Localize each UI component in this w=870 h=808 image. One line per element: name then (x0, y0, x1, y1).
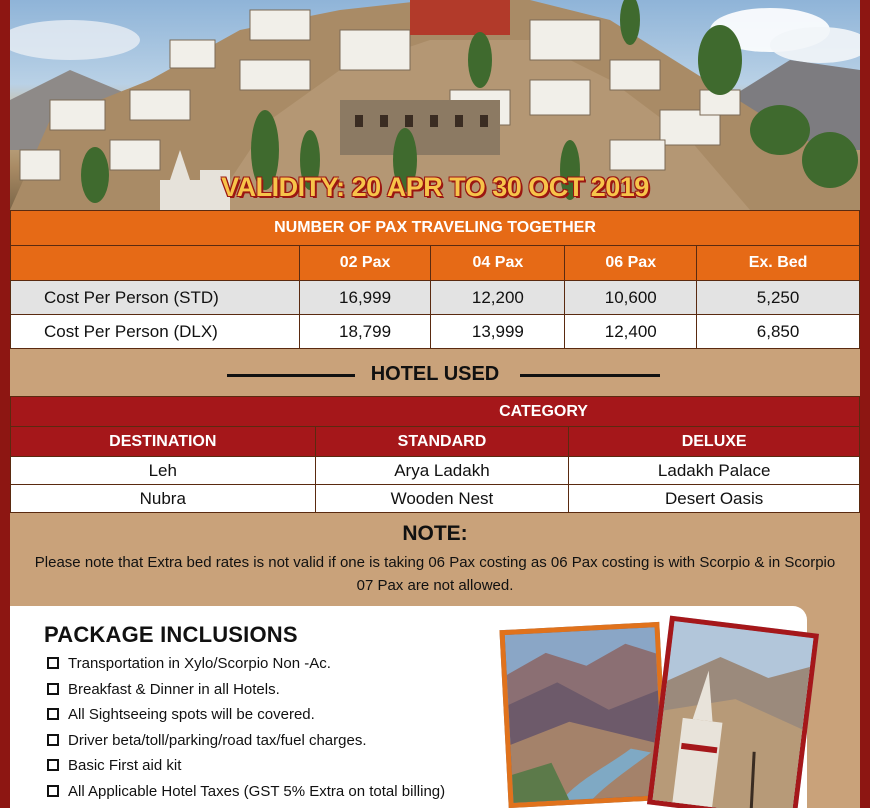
cell-value: 16,999 (299, 281, 431, 315)
pax-table-header: NUMBER OF PAX TRAVELING TOGETHER (11, 211, 860, 246)
hotel-section-title: HOTEL USED (370, 363, 500, 385)
cell-standard: Wooden Nest (315, 485, 569, 513)
valley-river-photo (499, 622, 668, 808)
cell-value: 10,600 (565, 281, 697, 315)
hero-monastery-image (10, 0, 860, 210)
checkbox-icon (47, 734, 59, 746)
pax-col-06: 06 Pax (565, 246, 697, 281)
col-standard: STANDARD (315, 427, 569, 457)
pax-col-04: 04 Pax (431, 246, 565, 281)
table-row (11, 315, 860, 349)
category-spacer (11, 397, 316, 427)
checkbox-icon (47, 683, 59, 695)
table-row (11, 457, 860, 485)
cell-value: 18,799 (299, 315, 431, 349)
cell-destination: Leh (11, 457, 316, 485)
inclusions-list (47, 654, 445, 807)
checkbox-icon (47, 759, 59, 771)
cell-value: 13,999 (431, 315, 565, 349)
pax-col-exbed: Ex. Bed (697, 246, 860, 281)
list-item (47, 705, 445, 731)
hotel-table (10, 396, 860, 513)
col-deluxe: DELUXE (569, 427, 860, 457)
note-title: NOTE: (402, 522, 468, 545)
pax-col-02: 02 Pax (299, 246, 431, 281)
row-label-std: Cost Per Person (STD) (11, 281, 300, 315)
inclusion-text: Driver beta/toll/parking/road tax/fuel charges. (68, 731, 367, 749)
inclusion-text: Basic First aid kit (68, 757, 182, 774)
cell-destination: Nubra (11, 485, 316, 513)
checkbox-icon (47, 708, 59, 720)
list-item (47, 731, 445, 757)
list-item (47, 654, 445, 680)
hotel-section-heading (10, 352, 860, 396)
category-header: CATEGORY (315, 397, 859, 427)
pax-col-blank (11, 246, 300, 281)
cell-deluxe: Ladakh Palace (569, 457, 860, 485)
table-row (11, 281, 860, 315)
cell-value: 12,200 (431, 281, 565, 315)
cell-value: 12,400 (565, 315, 697, 349)
cell-standard: Arya Ladakh (315, 457, 569, 485)
pax-cost-table (10, 210, 860, 349)
row-label-dlx: Cost Per Person (DLX) (11, 315, 300, 349)
cell-deluxe: Desert Oasis (569, 485, 860, 513)
validity-banner: VALIDITY: 20 APR TO 30 OCT 2019 (221, 172, 649, 202)
inclusions-title: PACKAGE INCLUSIONS (44, 622, 298, 647)
brochure-page (10, 0, 860, 808)
inclusion-text: Transportation in Xylo/Scorpio Non -Ac. (68, 655, 331, 672)
inclusion-text: All Sightseeing spots will be covered. (68, 706, 315, 723)
cell-value: 5,250 (697, 281, 860, 315)
checkbox-icon (47, 657, 59, 669)
list-item (47, 680, 445, 706)
cell-value: 6,850 (697, 315, 860, 349)
list-item (47, 782, 445, 808)
table-row (11, 485, 860, 513)
checkbox-icon (47, 785, 59, 797)
col-destination: DESTINATION (11, 427, 316, 457)
inclusion-text: Breakfast & Dinner in all Hotels. (68, 680, 280, 698)
stupa-photo (647, 616, 819, 808)
list-item (47, 756, 445, 782)
inclusion-text: All Applicable Hotel Taxes (GST 5% Extra on total billing) (68, 782, 446, 800)
note-text: Please note that Extra bed rates is not valid if one is taking 06 Pax costing as 06 Pax costing is with Scorpio & in Scorpio 07 Pax are not allowed. (34, 554, 836, 594)
